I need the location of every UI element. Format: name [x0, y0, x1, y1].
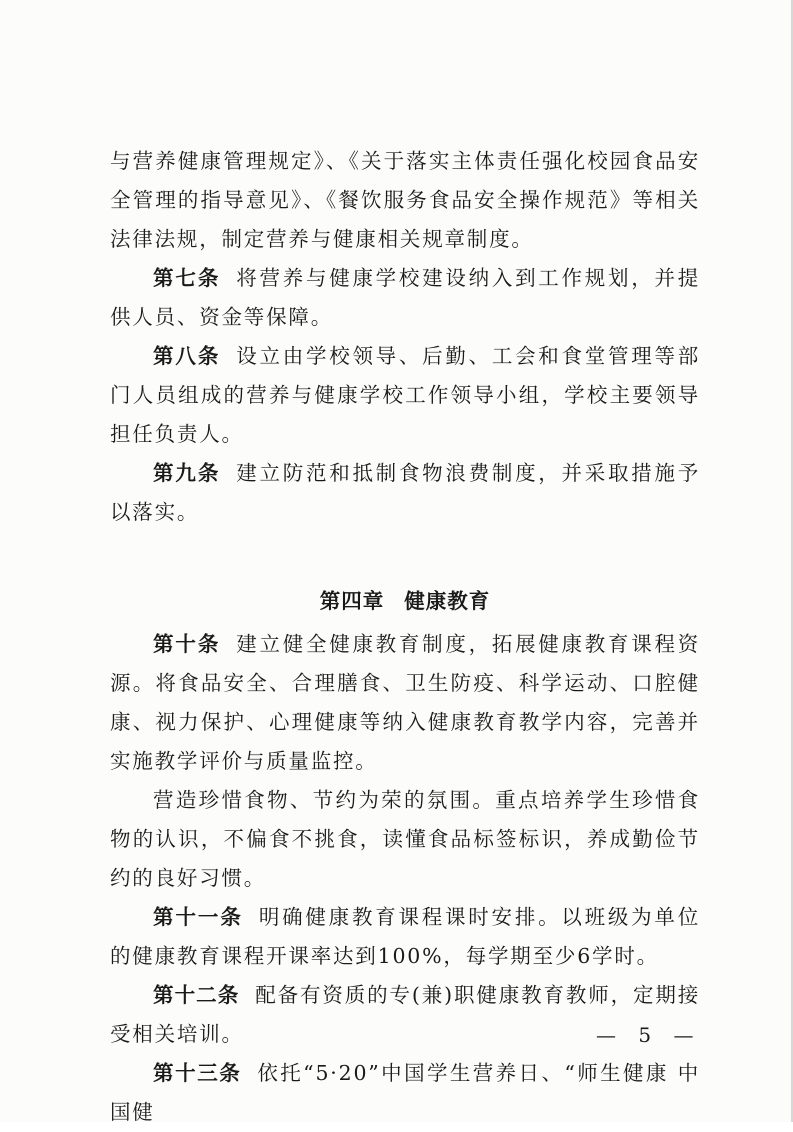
page-number: — 5 — [596, 1023, 702, 1047]
article-7 [110, 259, 700, 337]
article-label: 第十二条 [153, 983, 240, 1007]
article-label: 第十一条 [153, 905, 243, 929]
chapter-number: 第四章 [319, 589, 385, 613]
chapter-heading [110, 582, 700, 621]
article-label: 第九条 [153, 461, 221, 485]
article-10 [110, 625, 700, 781]
body-text [110, 142, 700, 1132]
chapter-title: 健康教育 [404, 589, 491, 613]
article-11 [110, 898, 700, 976]
article-9 [110, 454, 700, 532]
article-text: 建立健全健康教育制度，拓展健康教育课程资源。将食品安全、合理膳食、卫生防疫、科学运动、口腔健康、视力保护、心理健康等纳入健康教育教学内容，完善并实施教学评价与质量监控。 [110, 632, 700, 773]
article-text: 建立防范和抵制食物浪费制度，并采取措施予以落实。 [110, 461, 700, 524]
article-label: 第七条 [153, 266, 221, 290]
article-label: 第十三条 [153, 1061, 242, 1085]
article-8 [110, 337, 700, 454]
article-text: 配备有资质的专(兼)职健康教育教师，定期接受相关培训。 [110, 983, 701, 1046]
article-label: 第八条 [153, 344, 221, 368]
article-text: 设立由学校领导、后勤、工会和食堂管理等部门人员组成的营养与健康学校工作领导小组，学校主要领导担任负责人。 [110, 344, 700, 446]
article-text: 依托“5·20”中国学生营养日、“师生健康 中国健 [110, 1061, 700, 1124]
article-label: 第十条 [153, 632, 221, 656]
paragraph-continuation: 与营养健康管理规定》、《关于落实主体责任强化校园食品安全管理的指导意见》、《餐饮服务食品安全操作规范》等相关法律法规，制定营养与健康相关规章制度。 [110, 149, 700, 251]
paragraph-plain: 营造珍惜食物、节约为荣的氛围。重点培养学生珍惜食物的认识，不偏食不挑食，读懂食品标签标识，养成勤俭节约的良好习惯。 [110, 788, 700, 890]
article-text: 明确健康教育课程课时安排。以班级为单位的健康教育课程开课率达到100%，每学期至少6学时。 [110, 905, 700, 968]
article-text: 将营养与健康学校建设纳入到工作规划，并提供人员、资金等保障。 [110, 266, 700, 329]
article-13 [110, 1054, 700, 1132]
